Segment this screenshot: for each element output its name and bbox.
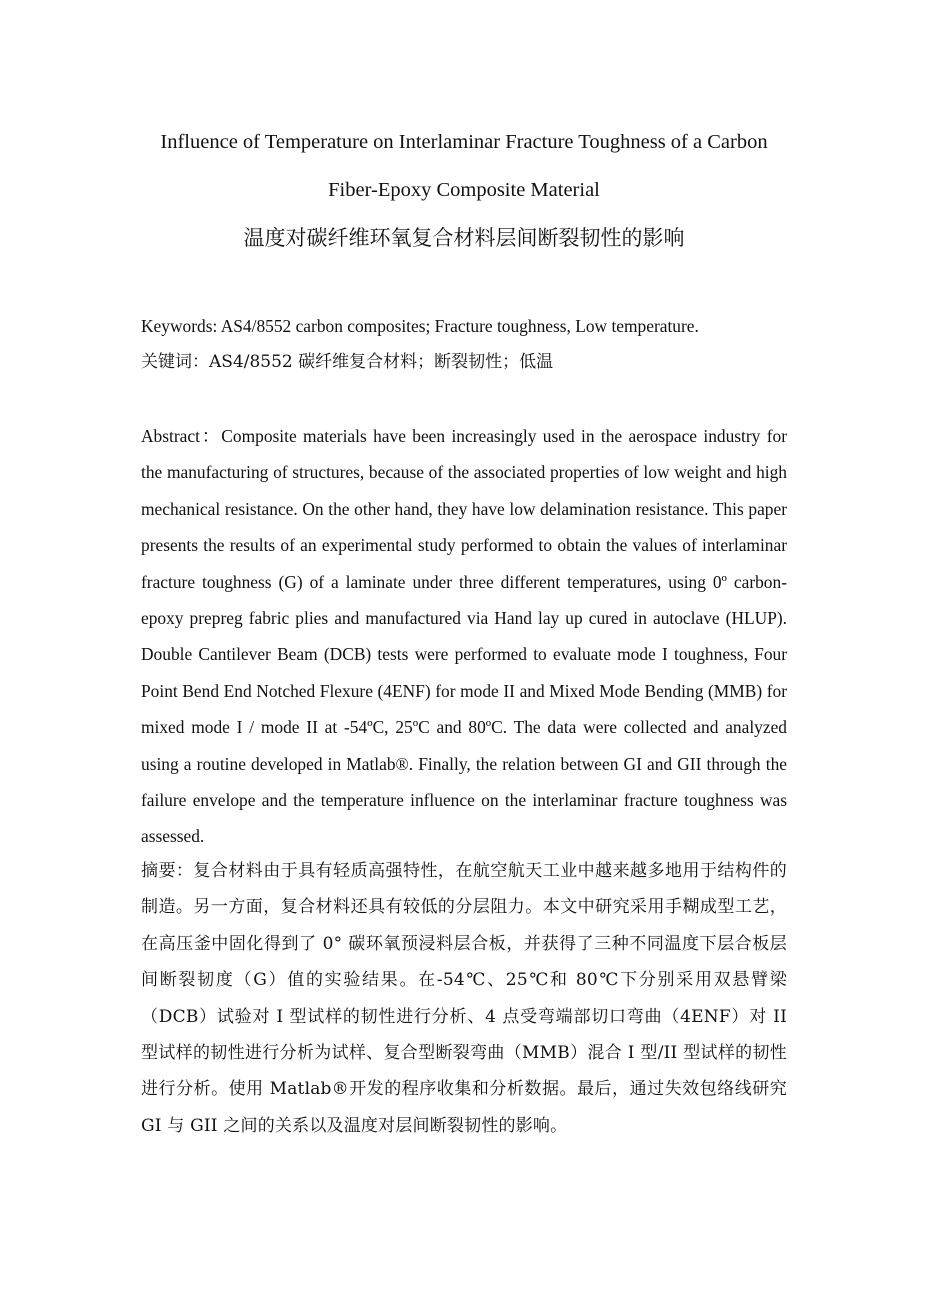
chinese-title: 温度对碳纤维环氧复合材料层间断裂韧性的影响	[243, 226, 685, 250]
english-title: Influence of Temperature on Interlaminar Fracture Toughness of a Carbon Fiber-Epoxy Composite Material	[160, 131, 768, 201]
paper-front-matter	[141, 118, 787, 1136]
english-keywords: Keywords: AS4/8552 carbon composites; Fracture toughness, Low temperature.	[141, 316, 699, 336]
english-abstract: Abstract：Composite materials have been increasingly used in the aerospace industry for the manufacturing of structures, because of the associated properties of low weight and high mechanical resistance. On the other hand, they have low delamination resistance. This paper presents the results of an experimental study performed to obtain the values of interlaminar fracture toughness (G) of a laminate under three different temperatures, using 0º carbon-epoxy prepreg fabric plies and manufactured via Hand lay up cured in autoclave (HLUP). Double Cantilever Beam (DCB) tests were performed to evaluate mode I toughness, Four Point Bend End Notched Flexure (4ENF) for mode II and Mixed Mode Bending (MMB) for mixed mode I / mode II at -54ºC, 25ºC and 80ºC. The data were collected and analyzed using a routine developed in Matlab®. Finally, the relation between GI and GII through the failure envelope and the temperature influence on the interlaminar fracture toughness was assessed.	[141, 426, 787, 847]
chinese-abstract: 摘要：复合材料由于具有轻质高强特性，在航空航天工业中越来越多地用于结构件的制造。另一方面，复合材料还具有较低的分层阻力。本文中研究采用手糊成型工艺，在高压釜中固化得到了 0° 碳环氧预浸料层合板，并获得了三种不同温度下层合板层间断裂韧度（G）值的实验结果。在-54℃、25℃和 80℃下分别采用双悬臂梁（DCB）试验对 I 型试样的韧性进行分析、4 点受弯端部切口弯曲（4ENF）对 II 型试样的韧性进行分析为试样、复合型断裂弯曲（MMB）混合 I 型/II 型试样的韧性进行分析。使用 Matlab®开发的程序收集和分析数据。最后，通过失效包络线研究 GI 与 GII 之间的关系以及温度对层间断裂韧性的影响。	[141, 861, 787, 1136]
chinese-keywords: 关键词：AS4/8552 碳纤维复合材料；断裂韧性；低温	[141, 352, 554, 372]
